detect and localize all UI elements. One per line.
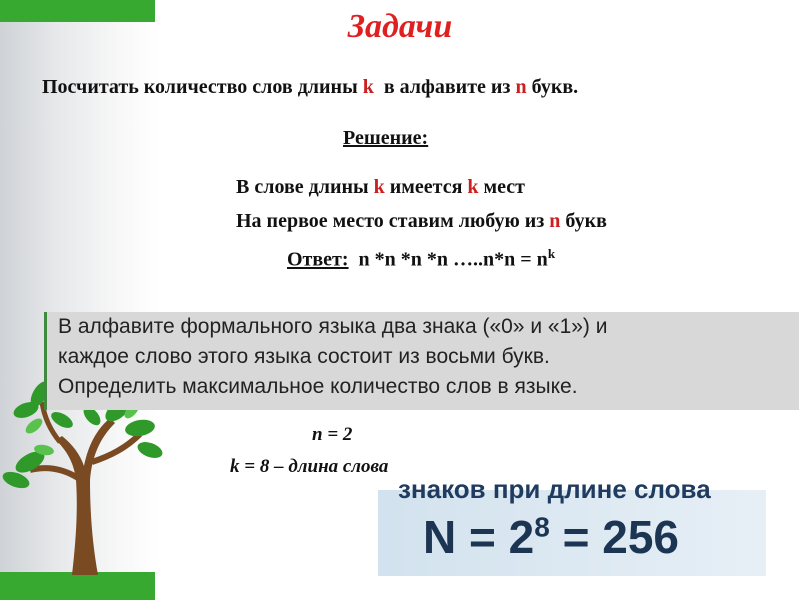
answer-line — [287, 246, 555, 272]
task-text-3: букв. — [526, 76, 579, 98]
line1-text-3: мест — [478, 176, 525, 198]
line2-text-1: На первое место ставим любую из — [236, 210, 550, 232]
problem-line: Определить максимальное количество слов в языке. — [58, 375, 578, 398]
solution-line-2 — [236, 210, 607, 233]
page-title: Задачи — [347, 8, 453, 45]
line1-k2: k — [467, 176, 479, 198]
answer-exponent: k — [547, 246, 556, 261]
solution-heading: Решение: — [343, 127, 429, 149]
line1-k1: k — [373, 176, 385, 198]
result-exponent: 8 — [534, 511, 550, 543]
task-n: n — [515, 76, 527, 98]
solution-line-1 — [236, 176, 525, 199]
answer-label: Ответ: — [287, 248, 349, 271]
line2-text-2: букв — [560, 210, 607, 232]
var-k: k = 8 – длина слова — [230, 456, 389, 477]
problem-text — [58, 312, 794, 402]
result-value: = 256 — [549, 511, 679, 563]
green-band-bottom — [0, 572, 155, 600]
result-formula — [423, 510, 679, 564]
problem-line: В алфавите формального языка два знака («0» и «1») и — [58, 315, 608, 338]
result-caption: знаков при длине слова — [398, 474, 711, 504]
result-box — [378, 474, 766, 576]
answer-formula: n *n *n *n …..n*n = n — [348, 248, 548, 271]
task-k: k — [362, 76, 374, 98]
var-n: n = 2 — [312, 424, 353, 445]
problem-line: каждое слово этого языка состоит из восьми букв. — [58, 345, 550, 368]
task-text-1: Посчитать количество слов длины — [42, 76, 363, 98]
line1-text-2: имеется — [384, 176, 468, 198]
result-base: N = 2 — [423, 511, 535, 563]
line1-text-1: В слове длины — [236, 176, 374, 198]
line2-n: n — [549, 210, 561, 232]
task-statement — [42, 76, 578, 99]
task-text-2: в алфавите из — [373, 76, 516, 98]
